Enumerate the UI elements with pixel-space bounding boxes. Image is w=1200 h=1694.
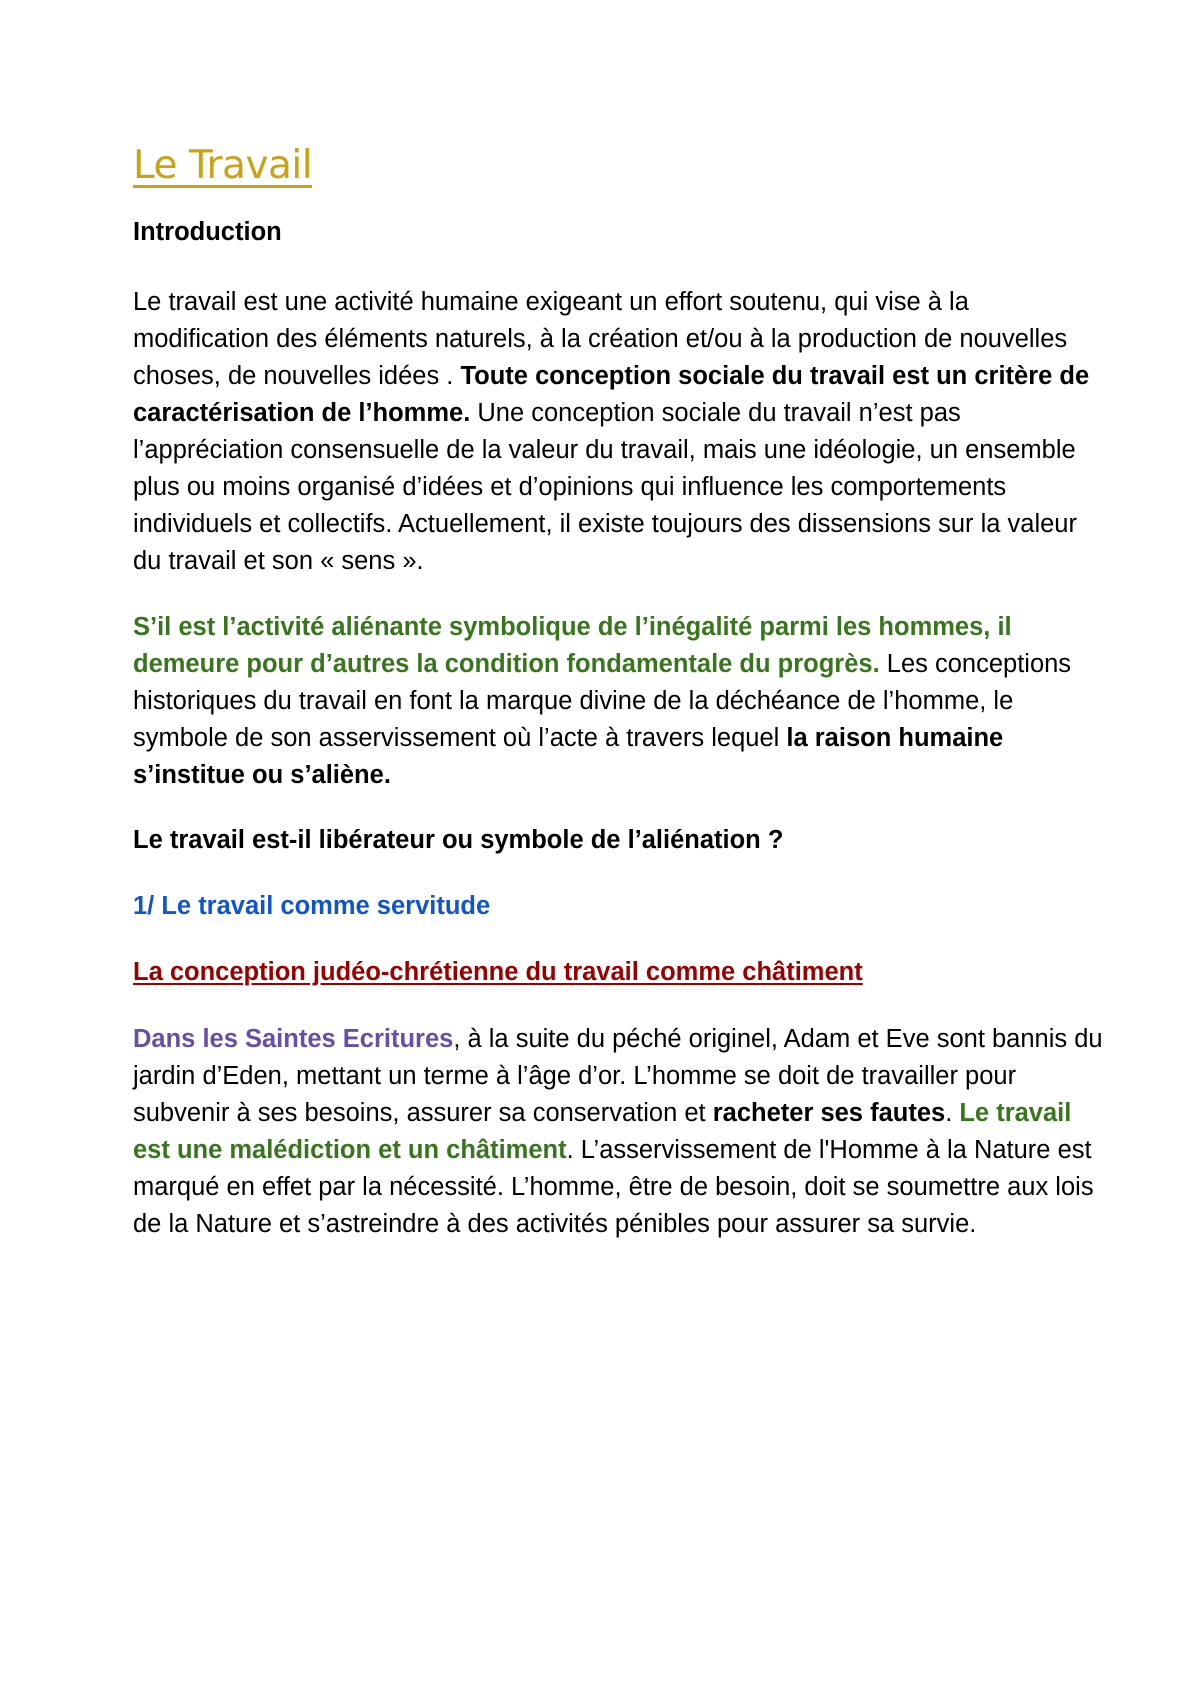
stakes-bold-emphasis: la raison humaine s’institue ou s’aliène. (133, 724, 1004, 789)
scripture-text-3: . L’asservissement de l'Homme à la Nature est marqué en effet par la nécessité. L’homme, être de besoin, doit se soumettre aux lois de la Nature et s’astreindre à des activités pénibles pour assurer sa survie. (133, 1136, 1094, 1238)
scripture-green-emphasis: Le travail est une malédiction et un châtiment (133, 1099, 1072, 1164)
document-page (133, 136, 1108, 1243)
scripture-text-1: , à la suite du péché originel, Adam et Eve sont bannis du jardin d’Eden, mettant un terme à l’âge d’or. L’homme se doit de travailler pour subvenir à ses besoins, assurer sa conservation et (133, 1025, 1103, 1127)
introduction-heading: Introduction (133, 218, 282, 246)
intro-text-2: Une conception sociale du travail n’est pas l’appréciation consensuelle de la valeur du travail, mais une idéologie, un ensemble plus ou moins organisé d’idées et d’opinions qui influence les comportements individuels et collectifs. Actuellement, il existe toujours des dissensions sur la valeur du travail et son « sens ». (133, 399, 1077, 575)
subsection-heading: La conception judéo-chrétienne du travail comme châtiment (133, 958, 863, 986)
scripture-purple-emphasis: Dans les Saintes Ecritures (133, 1025, 454, 1053)
stakes-paragraph (133, 609, 1108, 794)
document-title: Le Travail (133, 143, 313, 188)
scripture-paragraph (133, 1021, 1108, 1243)
intro-bold-thesis: Toute conception sociale du travail est un critère de caractérisation de l’homme. (133, 362, 1090, 427)
section1-heading: 1/ Le travail comme servitude (133, 892, 491, 920)
problem-question: Le travail est-il libérateur ou symbole de l’aliénation ? (133, 826, 784, 854)
scripture-text-2: . (945, 1099, 960, 1127)
scripture-bold-emphasis: racheter ses fautes (712, 1099, 946, 1127)
stakes-green-emphasis: S’il est l’activité aliénante symbolique de l’inégalité parmi les hommes, il demeure pour d’autres la condition fondamentale du progrès. (133, 613, 1012, 678)
intro-text-1: Le travail est une activité humaine exigeant un effort soutenu, qui vise à la modification des éléments naturels, à la création et/ou à la production de nouvelles choses, de nouvelles idées . (133, 288, 1068, 390)
stakes-text: Les conceptions historiques du travail en font la marque divine de la déchéance de l’homme, le symbole de son asservissement où l’acte à travers lequel (133, 650, 1072, 752)
introduction-paragraph (133, 284, 1108, 580)
